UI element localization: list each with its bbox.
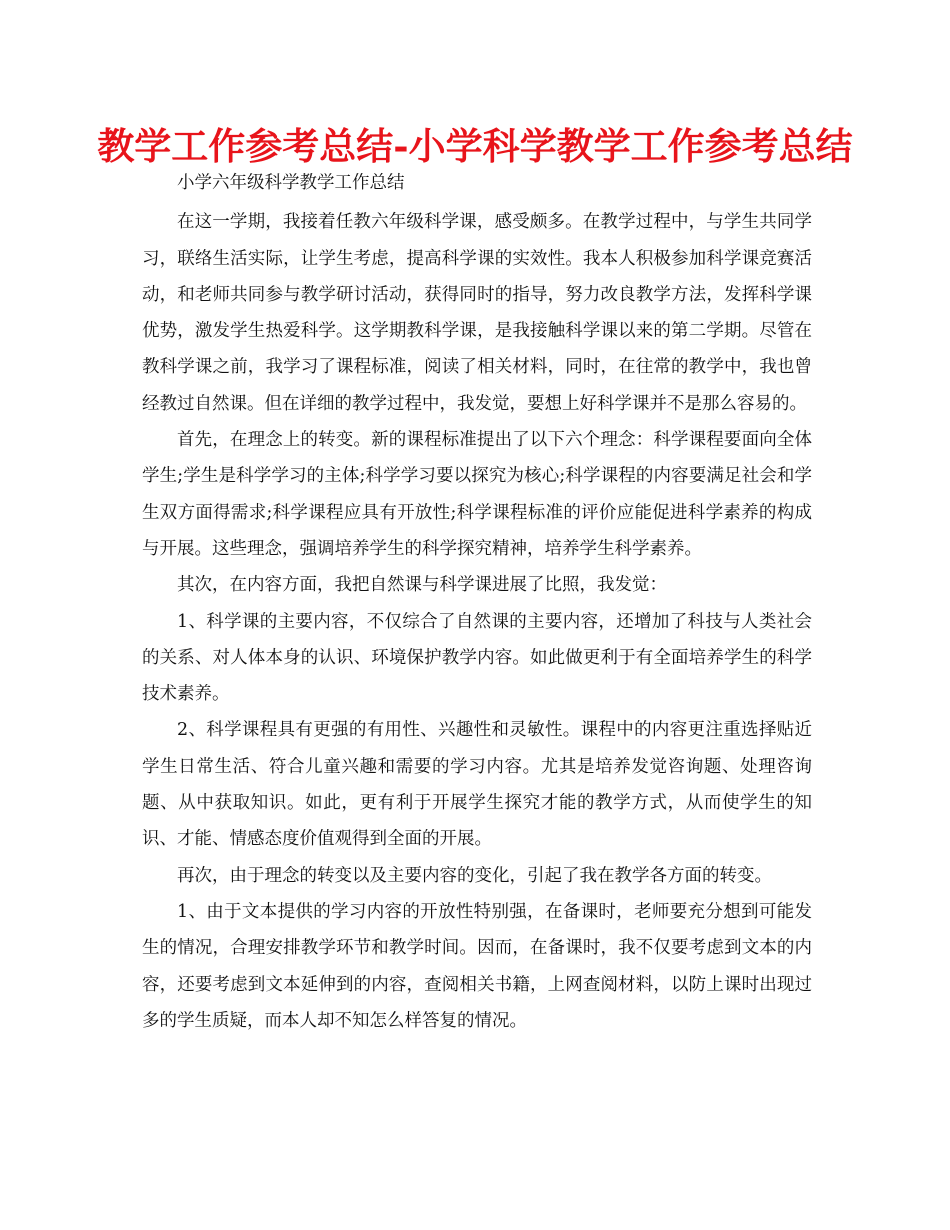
paragraph-6: 再次，由于理念的转变以及主要内容的变化，引起了我在教学各方面的转变。	[177, 865, 772, 886]
paragraph-5: 2、科学课程具有更强的有用性、兴趣性和灵敏性。课程中的内容更注重选择贴近学生日常生活、符合儿童兴趣和需要的学习内容。尤其是培养发觉咨询题、处理咨询题、从中获取知识。如此，更有利于开展学生探究才能的教学方式，从而使学生的知识、才能、情感态度价值观得到全面的开展。	[142, 720, 812, 850]
paragraph-2: 首先，在理念上的转变。新的课程标准提出了以下六个理念：科学课程要面向全体学生;学生是科学学习的主体;科学学习要以探究为核心;科学课程的内容要满足社会和学生双方面得需求;科学课程应具有开放性;科学课程标准的评价应能促进科学素养的构成与开展。这些理念，强调培养学生的科学探究精神，培养学生科学素养。	[142, 430, 812, 559]
paragraph-3: 其次，在内容方面，我把自然课与科学课进展了比照，我发觉：	[177, 575, 667, 596]
paragraph-7: 1、由于文本提供的学习内容的开放性特别强，在备课时，老师要充分想到可能发生的情况，合理安排教学环节和教学时间。因而，在备课时，我不仅要考虑到文本的内容，还要考虑到文本延伸到的内容，查阅相关书籍，上网查阅材料，以防上课时出现过多的学生质疑，而本人却不知怎么样答复的情况。	[142, 901, 812, 1031]
paragraph-1: 在这一学期，我接着任教六年级科学课，感受颇多。在教学过程中，与学生共同学习，联络生活实际，让学生考虑，提高科学课的实效性。我本人积极参加科学课竞赛活动，和老师共同参与教学研讨活动，获得同时的指导，努力改良教学方法，发挥科学课优势，激发学生热爱科学。这学期教科学课，是我接触科学课以来的第二学期。尽管在教科学课之前，我学习了课程标准，阅读了相关材料，同时，在往常的教学中，我也曾经教过自然课。但在详细的教学过程中，我发觉，要想上好科学课并不是那么容易的。	[142, 212, 812, 414]
document-subtitle: 小学六年级科学教学工作总结	[177, 173, 405, 193]
document-title: 教学工作参考总结-小学科学教学工作参考总结	[97, 124, 853, 168]
paragraph-4: 1、科学课的主要内容，不仅综合了自然课的主要内容，还增加了科技与人类社会的关系、对人体本身的认识、环境保护教学内容。如此做更利于有全面培养学生的科学技术素养。	[142, 611, 812, 705]
document-body	[142, 168, 812, 1039]
